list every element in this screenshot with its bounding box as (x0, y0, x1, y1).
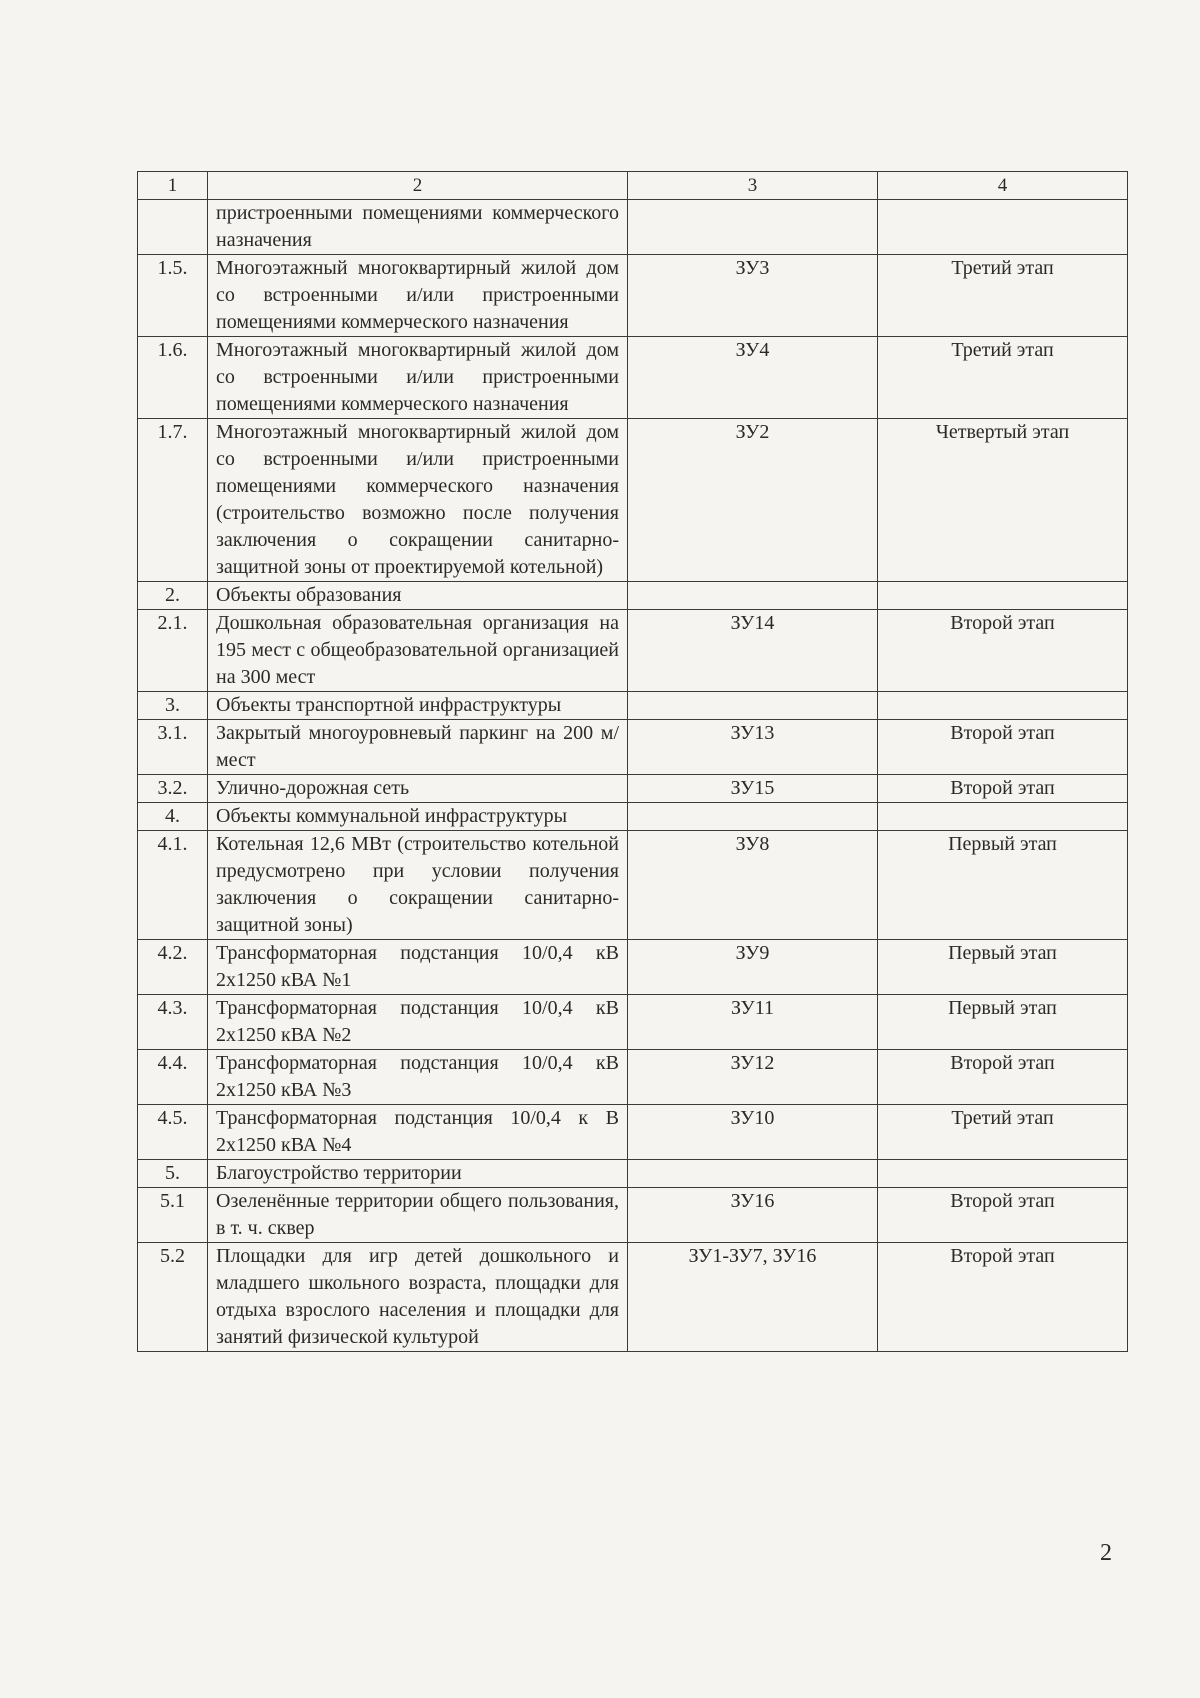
table-row (138, 200, 1128, 255)
table-row (138, 940, 1128, 995)
table-row (138, 1243, 1128, 1352)
table-row (138, 419, 1128, 582)
row-stage: Второй этап (878, 610, 1128, 692)
row-plot-code: ЗУ8 (628, 831, 878, 940)
table-row (138, 720, 1128, 775)
table-row (138, 337, 1128, 419)
row-number: 1.7. (138, 419, 208, 582)
row-stage: Третий этап (878, 337, 1128, 419)
row-plot-code (628, 200, 878, 255)
row-number (138, 200, 208, 255)
row-description: пристроенными помещениями коммерческого назначения (208, 200, 628, 255)
row-plot-code (628, 803, 878, 831)
row-plot-code (628, 692, 878, 720)
row-description: Дошкольная образовательная организация на 195 мест с общеобразовательной организацией на 300 мест (208, 610, 628, 692)
row-description: Многоэтажный многоквартирный жилой дом со встроенными и/или пристроенными помещениями коммерческого назначения (строительство возможно после получения заключения о сокращении санитарно-защитной зоны от проектируемой котельной) (208, 419, 628, 582)
table-header-row (138, 172, 1128, 200)
row-description: Закрытый многоуровневый паркинг на 200 м/мест (208, 720, 628, 775)
row-description: Трансформаторная подстанция 10/0,4 к В 2х1250 кВА №4 (208, 1105, 628, 1160)
row-description: Благоустройство территории (208, 1160, 628, 1188)
table-row (138, 692, 1128, 720)
column-number-3: 3 (628, 172, 878, 200)
row-number: 4.2. (138, 940, 208, 995)
row-plot-code: ЗУ3 (628, 255, 878, 337)
row-number: 3. (138, 692, 208, 720)
column-number-2: 2 (208, 172, 628, 200)
row-stage: Второй этап (878, 720, 1128, 775)
row-stage (878, 803, 1128, 831)
row-stage: Первый этап (878, 831, 1128, 940)
table-row (138, 255, 1128, 337)
row-description: Многоэтажный многоквартирный жилой дом со встроенными и/или пристроенными помещениями коммерческого назначения (208, 337, 628, 419)
row-description: Трансформаторная подстанция 10/0,4 кВ 2х1250 кВА №2 (208, 995, 628, 1050)
table-row (138, 803, 1128, 831)
row-number: 2. (138, 582, 208, 610)
row-stage: Третий этап (878, 255, 1128, 337)
table-row (138, 610, 1128, 692)
row-description: Трансформаторная подстанция 10/0,4 кВ 2х1250 кВА №1 (208, 940, 628, 995)
table-row (138, 775, 1128, 803)
row-number: 2.1. (138, 610, 208, 692)
row-stage (878, 200, 1128, 255)
row-number: 1.5. (138, 255, 208, 337)
row-description: Объекты коммунальной инфраструктуры (208, 803, 628, 831)
row-stage: Второй этап (878, 1188, 1128, 1243)
row-plot-code: ЗУ2 (628, 419, 878, 582)
row-number: 4.1. (138, 831, 208, 940)
row-stage: Второй этап (878, 1050, 1128, 1105)
row-stage (878, 692, 1128, 720)
row-description: Котельная 12,6 МВт (строительство котельной предусмотрено при условии получения заключения о сокращении санитарно-защитной зоны) (208, 831, 628, 940)
row-number: 4. (138, 803, 208, 831)
row-plot-code (628, 582, 878, 610)
row-description: Озеленённые территории общего пользования, в т. ч. сквер (208, 1188, 628, 1243)
row-stage (878, 1160, 1128, 1188)
table-row (138, 1105, 1128, 1160)
row-number: 3.2. (138, 775, 208, 803)
table-row (138, 1188, 1128, 1243)
row-plot-code: ЗУ11 (628, 995, 878, 1050)
table-row (138, 995, 1128, 1050)
planning-table (137, 171, 1128, 1352)
row-number: 1.6. (138, 337, 208, 419)
row-stage: Четвертый этап (878, 419, 1128, 582)
row-description: Многоэтажный многоквартирный жилой дом со встроенными и/или пристроенными помещениями коммерческого назначения (208, 255, 628, 337)
row-plot-code: ЗУ9 (628, 940, 878, 995)
row-number: 5.2 (138, 1243, 208, 1352)
column-number-1: 1 (138, 172, 208, 200)
table-row (138, 831, 1128, 940)
table-row (138, 1050, 1128, 1105)
row-description: Трансформаторная подстанция 10/0,4 кВ 2х1250 кВА №3 (208, 1050, 628, 1105)
row-number: 5. (138, 1160, 208, 1188)
row-number: 4.3. (138, 995, 208, 1050)
row-plot-code: ЗУ16 (628, 1188, 878, 1243)
row-stage: Второй этап (878, 775, 1128, 803)
row-plot-code: ЗУ13 (628, 720, 878, 775)
row-stage: Первый этап (878, 940, 1128, 995)
row-description: Объекты транспортной инфраструктуры (208, 692, 628, 720)
row-description: Площадки для игр детей дошкольного и младшего школьного возраста, площадки для отдыха взрослого населения и площадки для занятий физической культурой (208, 1243, 628, 1352)
column-number-4: 4 (878, 172, 1128, 200)
row-plot-code: ЗУ15 (628, 775, 878, 803)
row-number: 4.5. (138, 1105, 208, 1160)
row-plot-code: ЗУ10 (628, 1105, 878, 1160)
row-plot-code: ЗУ14 (628, 610, 878, 692)
row-plot-code: ЗУ12 (628, 1050, 878, 1105)
row-stage: Первый этап (878, 995, 1128, 1050)
page-number: 2 (1100, 1540, 1112, 1566)
row-number: 3.1. (138, 720, 208, 775)
table-row (138, 582, 1128, 610)
row-description: Объекты образования (208, 582, 628, 610)
row-stage: Третий этап (878, 1105, 1128, 1160)
row-plot-code: ЗУ1-ЗУ7, ЗУ16 (628, 1243, 878, 1352)
row-stage (878, 582, 1128, 610)
row-number: 5.1 (138, 1188, 208, 1243)
table-row (138, 1160, 1128, 1188)
row-description: Улично-дорожная сеть (208, 775, 628, 803)
row-plot-code: ЗУ4 (628, 337, 878, 419)
row-stage: Второй этап (878, 1243, 1128, 1352)
row-plot-code (628, 1160, 878, 1188)
row-number: 4.4. (138, 1050, 208, 1105)
